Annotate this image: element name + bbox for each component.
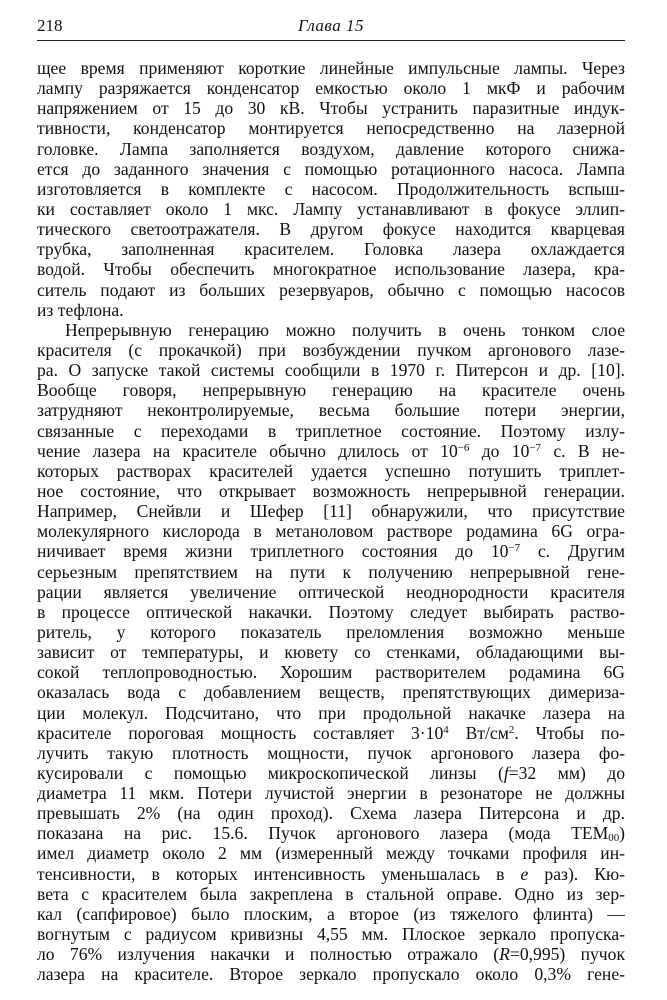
text-line: ки составляет около 1 мкс. Лампу устанавливают в фокусе эллип- — [37, 198, 625, 219]
text-run: =0,995) пучок — [509, 944, 626, 965]
body-text — [37, 58, 625, 984]
text-line: головке. Лампа заполняется воздухом, давление которого снижа- — [37, 138, 625, 159]
text-line: затрудняют неконтролируемые, весьма большие потери энергии, — [37, 400, 625, 421]
subscript: 00 — [608, 832, 620, 845]
text-run: кусировали с помощью микроскопической линзы ( — [37, 762, 504, 783]
text-line: молекулярного кислорода в метаноловом растворе родамина 6G огра- — [37, 521, 625, 542]
text-line — [37, 441, 625, 461]
text-line: ритель, у которого показатель преломления возможно меньше — [37, 621, 625, 642]
text-run: чение лазера на красителе обычно длилось от 10 — [37, 440, 458, 461]
text-line: лазера на красителе. Второе зеркало пропускало около 0,3% гене- — [37, 964, 625, 985]
text-line: ра. О запуске такой системы сообщили в 1970 г. Питерсон и др. [10]. — [37, 360, 625, 381]
text-run: тенсивности, в которых интенсивность уменьшалась в — [37, 863, 521, 884]
text-run: ) — [619, 823, 625, 844]
text-run: показана на рис. 15.6. Пучок аргонового лазера (мода TEM — [37, 823, 609, 844]
text-run: с. В не- — [540, 440, 626, 461]
text-line: зависит от температуры, и кювету со стенками, обладающими вы- — [37, 642, 625, 663]
text-line: рации является увеличение оптической неоднородности красителя — [37, 581, 625, 602]
text-run: красителе пороговая мощность составляет 3·10 — [37, 722, 444, 743]
italic-symbol: f — [503, 762, 509, 783]
text-line: водой. Чтобы обеспечить многократное использование лазера, кра- — [37, 259, 625, 280]
text-line: красителя (с прокачкой) при возбуждении пучком аргонового лазе- — [37, 339, 625, 360]
text-line: ции молекул. Подсчитано, что при продольной накачке лазера на — [37, 702, 625, 723]
text-line — [37, 864, 625, 884]
text-line — [37, 723, 625, 743]
text-run: до 10 — [469, 440, 530, 461]
exponent: −7 — [529, 441, 541, 454]
text-line: имел диаметр около 2 мм (измеренный между точками профиля ин- — [37, 843, 625, 864]
exponent: −6 — [457, 441, 470, 454]
text-line: Непрерывную генерацию можно получить в очень тонком слое — [65, 319, 625, 340]
text-line: лампу разряжается конденсатор емкостью около 1 мкФ и рабочим — [37, 78, 625, 99]
text-run: Вт/см — [448, 722, 509, 743]
text-line: которых растворах красителей удается успешно потушить триплет- — [37, 460, 625, 481]
text-line: серьезным препятствием на пути к получению непрерывной гене- — [37, 561, 625, 582]
text-line: вета с красителем была закреплена в стальной оправе. Одно из зер- — [37, 883, 625, 904]
paragraph-2 — [37, 320, 625, 985]
paragraph-1 — [37, 58, 625, 320]
italic-symbol: e — [520, 863, 529, 884]
text-line: кал (сапфировое) было плоским, а второе (из тяжелого флинта) — — [37, 903, 625, 924]
text-line: ное состояние, что открывает возможность непрерывной генерации. — [37, 480, 625, 501]
text-run: раз). Кю- — [528, 863, 625, 884]
text-run: . Чтобы по- — [514, 722, 626, 743]
text-run: с. Другим — [520, 541, 625, 562]
text-line: из тефлона. — [37, 299, 124, 320]
text-line: трубка, заполненная красителем. Головка лазера охлаждается — [37, 239, 625, 260]
text-line: оказалась вода с добавлением веществ, препятствующих димериза- — [37, 682, 625, 703]
text-line: ситель подают из больших резервуаров, обычно с помощью насосов — [37, 279, 625, 300]
text-run: ничивает время жизни триплетного состояния до 10 — [37, 541, 509, 562]
text-line: в процессе оптической накачки. Поэтому следует выбирать раство- — [37, 601, 625, 622]
text-line: сокой теплопроводностью. Хорошим растворителем родамина 6G — [37, 662, 625, 683]
text-line: Вообще говоря, непрерывную генерацию на красителе очень — [37, 380, 625, 401]
text-line — [37, 763, 625, 783]
text-line: напряжением от 15 до 30 кВ. Чтобы устранить паразитные индук- — [37, 98, 625, 119]
exponent: 2 — [508, 723, 515, 736]
exponent: 4 — [443, 723, 449, 736]
text-run: ло 76% излучения накачки и полностью отражало ( — [37, 944, 500, 965]
page-header — [37, 14, 625, 41]
text-line: ется до заданного значения с помощью ротационного насоса. Лампа — [37, 158, 625, 179]
text-run: =32 мм) до — [508, 762, 625, 783]
text-line: превышать 2% (на один проход). Схема лазера Питерсона и др. — [37, 803, 625, 824]
text-line: изготовляется в комплекте с насосом. Продолжительность вспыш- — [37, 178, 625, 199]
text-line: лучить такую плотность мощности, пучок аргонового лазера фо- — [37, 742, 625, 763]
italic-symbol: R — [499, 944, 510, 965]
text-line — [37, 944, 625, 964]
text-line: связанные с переходами в триплетное состояние. Поэтому излу- — [37, 420, 625, 441]
page-number: 218 — [37, 16, 63, 35]
exponent: −7 — [508, 542, 521, 555]
text-line: тивности, конденсатор монтируется непосредственно на лазерной — [37, 118, 625, 139]
text-line — [37, 823, 625, 843]
text-line: щее время применяют короткие линейные импульсные лампы. Через — [37, 58, 625, 78]
text-line — [37, 541, 625, 561]
running-title: Глава 15 — [298, 16, 364, 35]
text-line: вогнутым с радиусом кривизны 4,55 мм. Плоское зеркало пропуска- — [37, 924, 625, 945]
text-line: диаметра 11 мкм. Потери лучистой энергии в резонаторе не должны — [37, 783, 625, 804]
text-line: Например, Снейвли и Шефер [11] обнаружили, что присутствие — [37, 501, 625, 522]
text-line: тического светоотражателя. В другом фокусе находится кварцевая — [37, 219, 625, 240]
